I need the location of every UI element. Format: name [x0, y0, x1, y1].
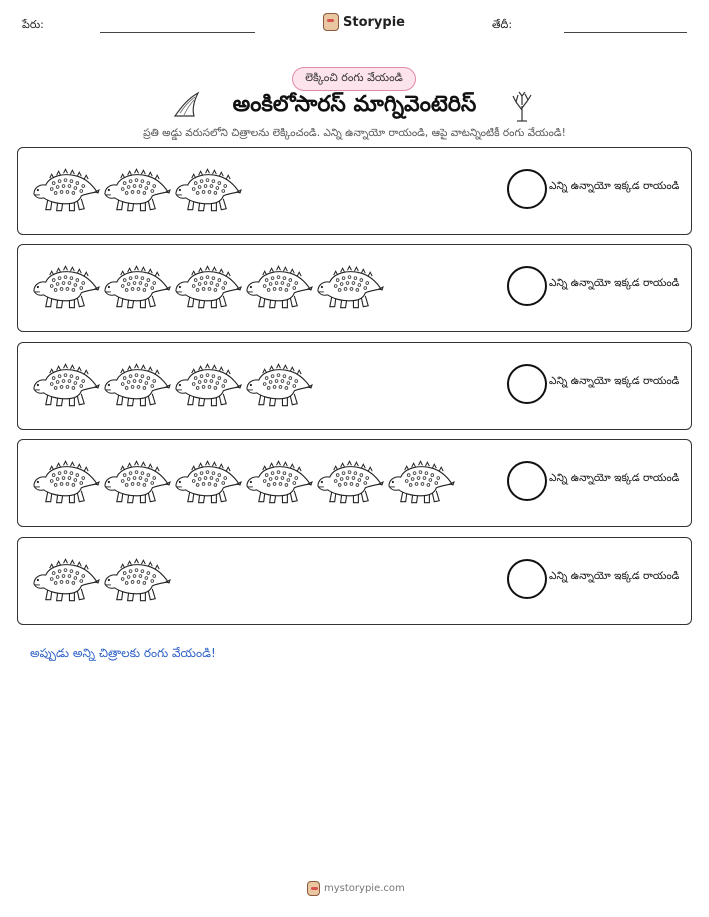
ankylosaurus-icon: [30, 261, 101, 311]
count-row-5: [17, 537, 692, 625]
ankylosaurus-icon: [243, 261, 314, 311]
instructions: ప్రతి అడ్డు వరుసలోని చిత్రాలను లెక్కించండి. ఎన్ని ఉన్నాయో రాయండి, ఆపై వాటన్నింటికీ రంగు వేయండి!: [143, 127, 566, 139]
brand-name: Storypie: [343, 14, 405, 30]
ankylosaurus-icon: [243, 359, 314, 409]
ankylosaurus-icon: [101, 456, 172, 506]
write-prompt: ఎన్ని ఉన్నాయో ఇక్కడ రాయండి: [549, 277, 680, 289]
ankylosaurus-icon: [172, 261, 243, 311]
ankylosaurus-icon: [172, 456, 243, 506]
ankylosaurus-icon: [30, 554, 101, 604]
answer-circle[interactable]: [507, 169, 547, 209]
count-row-1: [17, 147, 692, 235]
storypie-logo-icon: [323, 13, 339, 31]
ankylosaurus-icon: [385, 456, 456, 506]
dino-strip: [30, 261, 385, 311]
count-row-2: [17, 244, 692, 332]
count-row-4: [17, 439, 692, 527]
ankylosaurus-icon: [243, 456, 314, 506]
ankylosaurus-icon: [172, 164, 243, 214]
answer-circle[interactable]: [507, 266, 547, 306]
footer-site[interactable]: [307, 881, 405, 896]
ankylosaurus-icon: [314, 456, 385, 506]
dino-strip: [30, 456, 456, 506]
answer-circle[interactable]: [507, 364, 547, 404]
answer-circle[interactable]: [507, 461, 547, 501]
dino-strip: [30, 164, 243, 214]
name-line[interactable]: [100, 32, 255, 33]
ankylosaurus-icon: [30, 359, 101, 409]
dino-strip: [30, 359, 314, 409]
ankylosaurus-icon: [101, 164, 172, 214]
write-prompt: ఎన్ని ఉన్నాయో ఇక్కడ రాయండి: [549, 375, 680, 387]
date-label: తేదీ:: [492, 18, 513, 31]
date-line[interactable]: [564, 32, 687, 33]
page-title: అంకిలోసారస్ మాగ్నివెంటెరిస్: [232, 92, 477, 117]
site-url: mystorypie.com: [324, 883, 405, 894]
ankylosaurus-icon: [101, 554, 172, 604]
count-row-3: [17, 342, 692, 430]
write-prompt: ఎన్ని ఉన్నాయో ఇక్కడ రాయండి: [549, 570, 680, 582]
write-prompt: ఎన్ని ఉన్నాయో ఇక్కడ రాయండి: [549, 180, 680, 192]
brand-logo: [323, 13, 405, 31]
ankylosaurus-icon: [172, 359, 243, 409]
answer-circle[interactable]: [507, 559, 547, 599]
name-label: పేరు:: [22, 18, 44, 31]
ankylosaurus-icon: [30, 164, 101, 214]
ankylosaurus-icon: [101, 359, 172, 409]
ankylosaurus-icon: [314, 261, 385, 311]
closing-note: అప్పుడు అన్ని చిత్రాలకు రంగు వేయండి!: [30, 646, 216, 660]
write-prompt: ఎన్ని ఉన్నాయో ఇక్కడ రాయండి: [549, 472, 680, 484]
storypie-logo-icon: [307, 881, 320, 896]
activity-badge: లెక్కించి రంగు వేయండి: [292, 67, 416, 91]
ankylosaurus-icon: [30, 456, 101, 506]
ankylosaurus-icon: [101, 261, 172, 311]
tree-icon: [508, 90, 536, 122]
dino-strip: [30, 554, 172, 604]
